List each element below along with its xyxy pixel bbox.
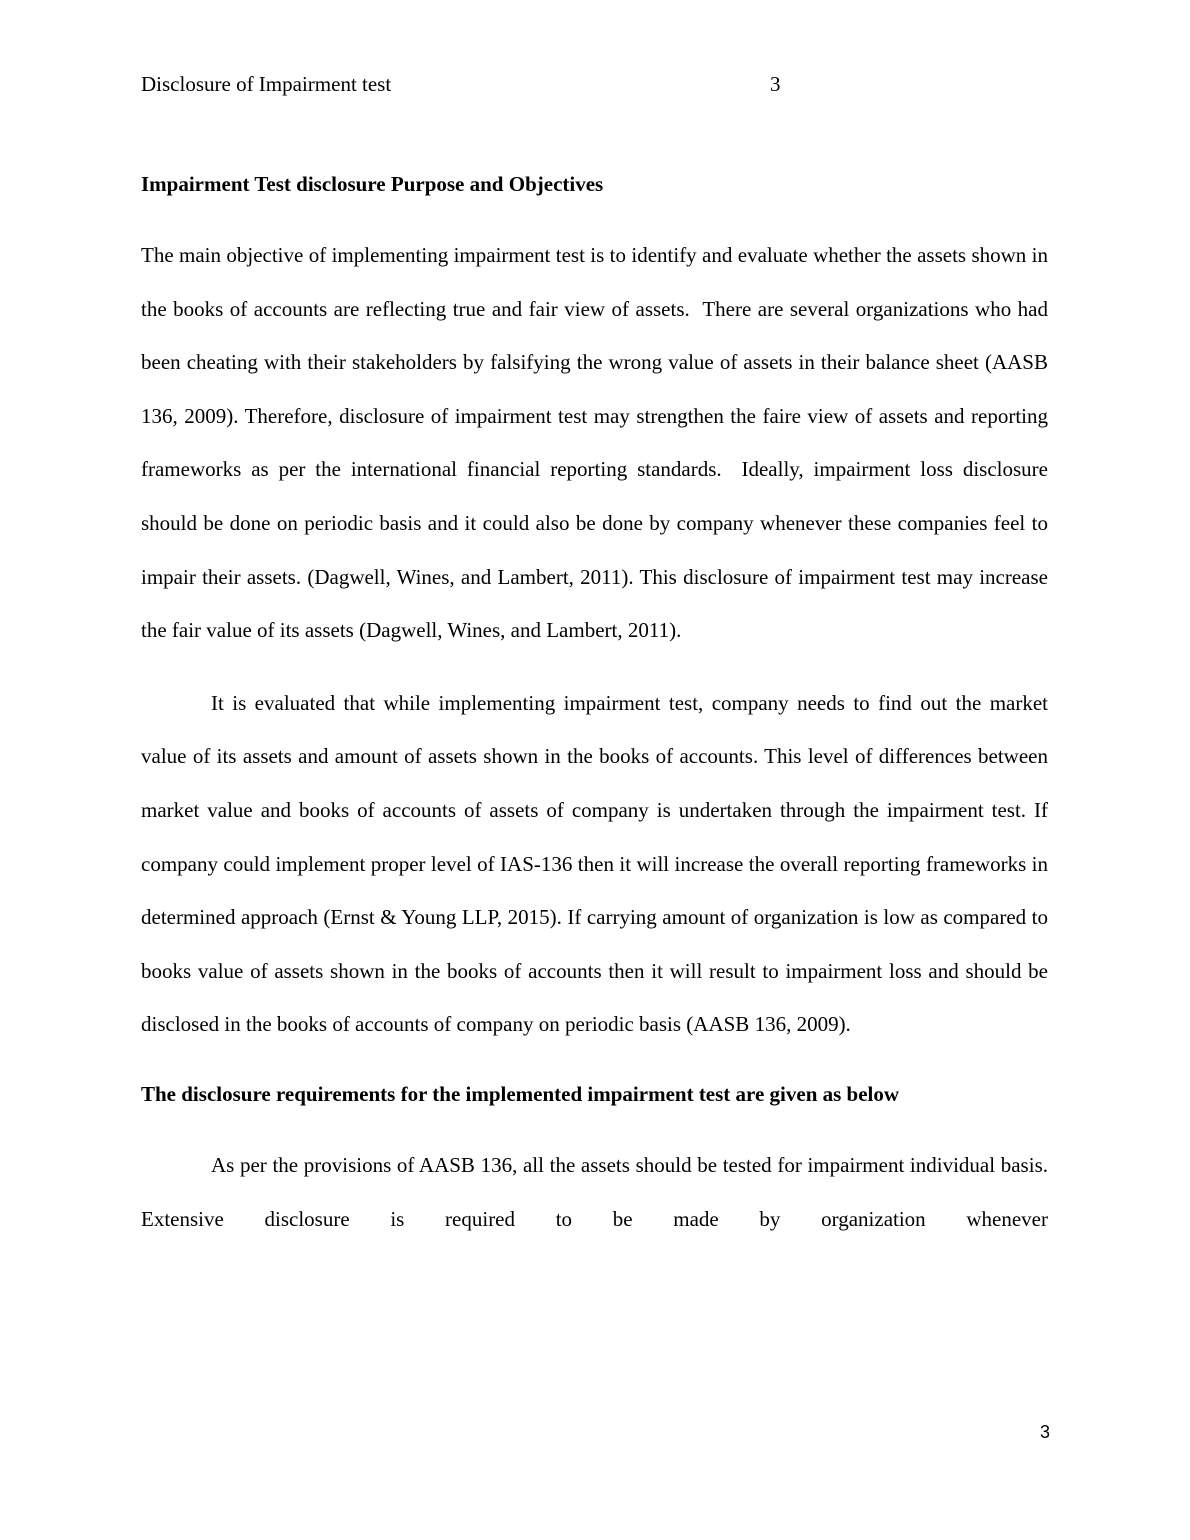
header-page-number: 3 xyxy=(770,72,781,96)
paragraph-main-objective: The main objective of implementing impairment test is to identify and evaluate whether the assets shown in the books of accounts are reflecting true and fair view of assets. There are several organizations who had been cheating with their stakeholders by falsifying the wrong value of assets in their balance sheet (AASB 136, 2009). Therefore, disclosure of impairment test may strengthen the faire view of assets and reporting frameworks as per the international financial reporting standards. Ideally, impairment loss disclosure should be done on periodic basis and it could also be done by company whenever these companies feel to impair their assets. (Dagwell, Wines, and Lambert, 2011). This disclosure of impairment test may increase the fair value of its assets (Dagwell, Wines, and Lambert, 2011). xyxy=(141,243,1048,643)
section-heading-disclosure-requirements: The disclosure requirements for the implemented impairment test are given as below xyxy=(141,1081,900,1106)
footer-page-number: 3 xyxy=(1039,1422,1050,1442)
document-body xyxy=(141,160,1048,1246)
running-head-title: Disclosure of Impairment test xyxy=(141,72,392,96)
paragraph-aasb-provisions: As per the provisions of AASB 136, all the assets should be tested for impairment individual basis. Extensive disclosure is required to be made by organization whenever xyxy=(141,1152,1048,1231)
section-heading-purpose-objectives: Impairment Test disclosure Purpose and Objectives xyxy=(141,172,604,196)
paragraph-evaluation: It is evaluated that while implementing impairment test, company needs to find out the market value of its assets and amount of assets shown in the books of accounts. This level of differences between market value and books of accounts of assets of company is undertaken through the impairment test. If company could implement proper level of IAS-136 then it will increase the overall reporting frameworks in determined approach (Ernst & Young LLP, 2015). If carrying amount of organization is low as compared to books value of assets shown in the books of accounts then it will result to impairment loss and should be disclosed in the books of accounts of company on periodic basis (AASB 136, 2009). xyxy=(141,690,1048,1037)
